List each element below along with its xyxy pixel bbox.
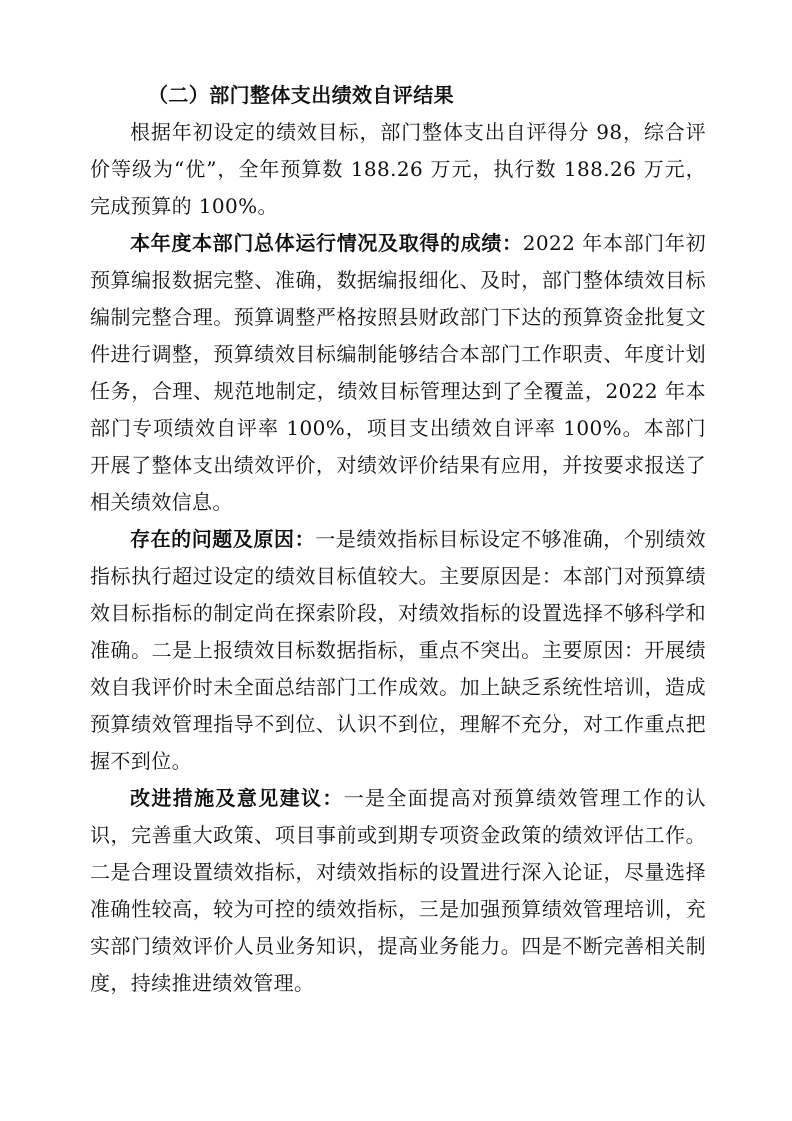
- paragraph-problems: [90, 521, 706, 780]
- paragraph-summary-text: 根据年初设定的绩效目标，部门整体支出自评得分 98，综合评价等级为“优”，全年预算数 188.26 万元，执行数 188.26 万元，完成预算的 100%。: [90, 120, 706, 218]
- paragraph-improvements: [90, 780, 706, 1002]
- paragraph-achievements-lead: 本年度本部门总体运行情况及取得的成绩：: [130, 231, 523, 255]
- paragraph-achievements-text: 2022 年本部门年初预算编报数据完整、准确，数据编报细化、及时，部门整体绩效目标编制完整合理。预算调整严格按照县财政部门下达的预算资金批复文件进行调整，预算绩效目标编制能够结合本部门工作职责、年度计划任务，合理、规范地制定，绩效目标管理达到了全覆盖，2022 年本部门专项绩效自评率 100%，项目支出绩效自评率 100%。本部门开展了整体支出绩效评价，对绩效评价结果有应用，并按要求报送了相关绩效信息。: [90, 231, 706, 514]
- paragraph-problems-text: 一是绩效指标目标设定不够准确，个别绩效指标执行超过设定的绩效目标值较大。主要原因是：本部门对预算绩效目标指标的制定尚在探索阶段，对绩效指标的设置选择不够科学和准确。二是上报绩效目标数据指标，重点不突出。主要原因：开展绩效自我评价时未全面总结部门工作成效。加上缺乏系统性培训，造成预算绩效管理指导不到位、认识不到位，理解不充分，对工作重点把握不到位。: [90, 527, 706, 773]
- paragraph-achievements: [90, 225, 706, 521]
- document-body: [90, 77, 706, 1002]
- paragraph-improvements-text: 一是全面提高对预算绩效管理工作的认识，完善重大政策、项目事前或到期专项资金政策的绩效评估工作。二是合理设置绩效指标，对绩效指标的设置进行深入论证，尽量选择准确性较高，较为可控的绩效指标，三是加强预算绩效管理培训，充实部门绩效评价人员业务知识，提高业务能力。四是不断完善相关制度，持续推进绩效管理。: [90, 786, 706, 995]
- paragraph-problems-lead: 存在的问题及原因：: [130, 527, 316, 551]
- paragraph-summary: [90, 114, 706, 225]
- paragraph-improvements-lead: 改进措施及意见建议：: [130, 786, 344, 810]
- section-heading: （二）部门整体支出绩效自评结果: [148, 83, 454, 107]
